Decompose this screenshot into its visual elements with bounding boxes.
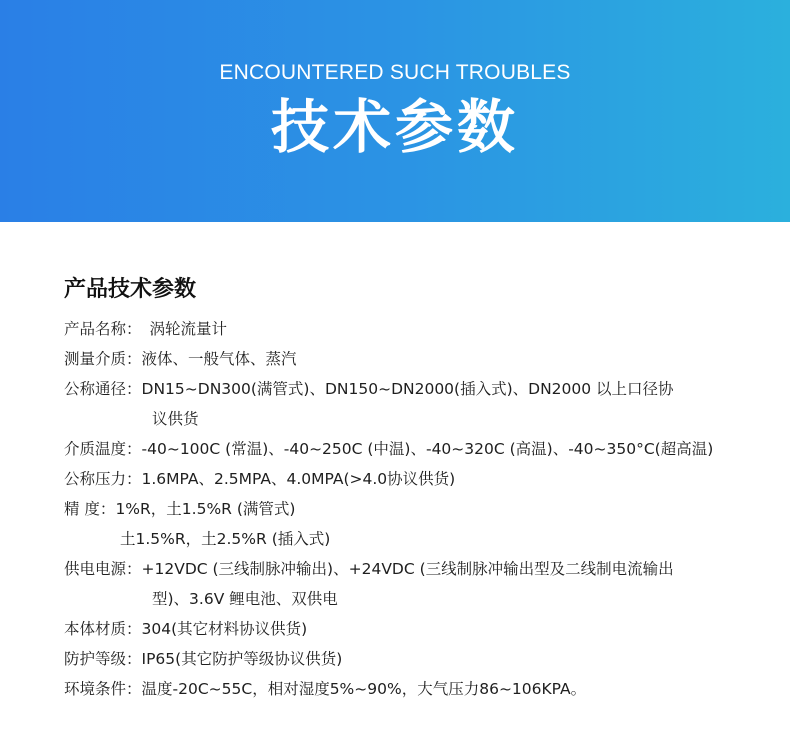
section-title: 产品技术参数 [64, 277, 197, 302]
spec-row-medium [64, 344, 764, 374]
spec-label: 精 度： [64, 500, 116, 518]
spec-value: 涡轮流量计 [149, 320, 228, 338]
spec-row-product-name [64, 314, 764, 344]
spec-row-temperature [64, 434, 764, 464]
spec-value: +12VDC (三线制脉冲输出)、+24VDC (三线制脉冲输出型及二线制电流输出 [141, 560, 674, 578]
spec-label: 产品名称： [64, 320, 142, 338]
spec-value-continuation: 型)、3.6V 鲤电池、双供电 [152, 590, 338, 608]
banner-subtitle: ENCOUNTERED SUCH TROUBLES [219, 61, 571, 84]
spec-value-continuation: 议供货 [152, 410, 199, 428]
spec-label: 介质温度： [64, 440, 142, 458]
spec-label: 测量介质： [64, 350, 142, 368]
spec-row-power [64, 554, 764, 584]
spec-value: 液体、一般气体、蒸汽 [141, 350, 297, 368]
spec-label: 公称压力： [64, 470, 142, 488]
spec-row-accuracy [64, 494, 764, 524]
spec-value: 1.6MPA、2.5MPA、4.0MPA(>4.0协议供货) [141, 470, 456, 488]
spec-label: 本体材质： [64, 620, 142, 638]
spec-row-pressure [64, 464, 764, 494]
spec-value: DN15~DN300(满管式)、DN150~DN2000(插入式)、DN2000 以上口径协 [141, 380, 674, 398]
spec-value: -40~100C (常温)、-40~250C (中温)、-40~320C (高温)、-40~350°C(超高温) [141, 440, 714, 458]
header-banner [0, 0, 790, 222]
spec-section [64, 272, 764, 704]
spec-value: 304(其它材料协议供货) [141, 620, 308, 638]
banner-title: 技术参数 [270, 93, 519, 161]
spec-label: 供电电源： [64, 560, 142, 578]
spec-row-diameter [64, 374, 764, 404]
spec-label: 环境条件： [64, 680, 142, 698]
spec-value: IP65(其它防护等级协议供货) [141, 650, 343, 668]
spec-row-protection [64, 644, 764, 674]
spec-row-environment [64, 674, 764, 704]
spec-value: 温度-20C~55C，相对湿度5%~90%，大气压力86~106KPA。 [141, 680, 587, 698]
spec-value: 1%R，土1.5%R (满管式) [115, 500, 296, 518]
spec-label: 公称通径： [64, 380, 142, 398]
spec-value-continuation: 土1.5%R，土2.5%R (插入式) [120, 530, 331, 548]
spec-label: 防护等级： [64, 650, 142, 668]
spec-row-material [64, 614, 764, 644]
